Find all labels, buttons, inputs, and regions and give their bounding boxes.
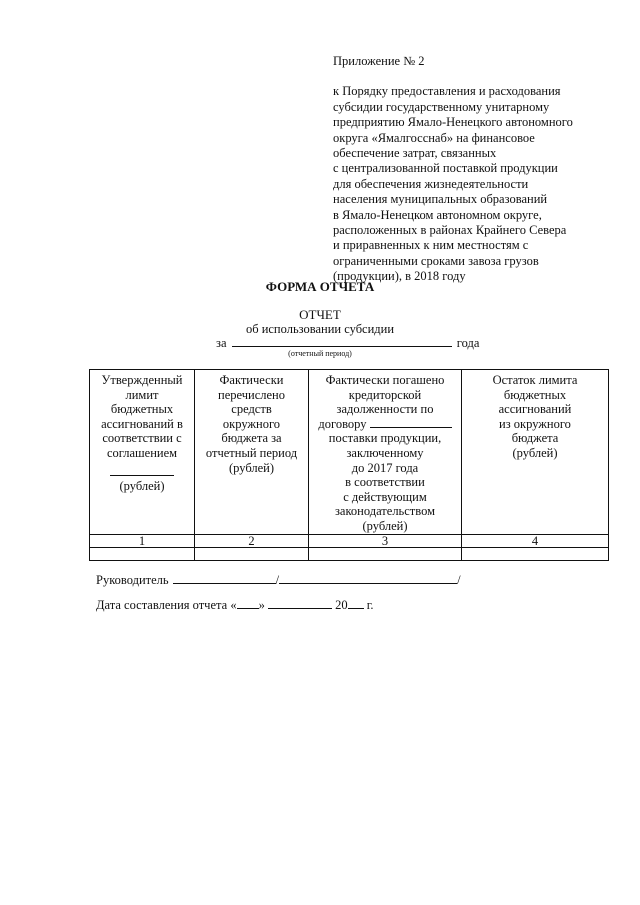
name-field[interactable] (279, 572, 457, 584)
contract-number-blank[interactable] (370, 417, 452, 428)
header-text: окружного (222, 416, 281, 431)
column-number: 2 (195, 534, 309, 547)
appendix-line: в Ямало-Ненецком автономном округе, (333, 207, 542, 222)
header-text: бюджета за (221, 431, 282, 446)
header-text: до 2017 года (351, 460, 419, 475)
date-open-quote: « (230, 598, 237, 612)
report-title: ОТЧЕТ (299, 307, 341, 322)
appendix-line: с централизованной поставкой продукции (333, 161, 558, 176)
period-suffix: года (456, 336, 480, 350)
year-field[interactable] (348, 597, 364, 609)
appendix-line: для обеспечения жизнедеятельности (333, 176, 529, 191)
header-text: Утвержденный (101, 373, 183, 387)
header-text: средств (231, 402, 272, 417)
year-prefix: 20 (335, 598, 348, 612)
header-text: Фактически погашено (325, 373, 445, 387)
period-prefix: за (216, 336, 227, 350)
header-cell-transferred (195, 370, 309, 535)
header-text: поставки продукции, (328, 431, 442, 446)
day-field[interactable] (237, 597, 259, 609)
appendix-heading: Приложение № 2 (333, 54, 425, 68)
header-text: лимит (125, 387, 159, 402)
appendix-line: населения муниципальных образований (333, 192, 548, 207)
header-cell-approved-limit (90, 370, 195, 535)
column-number: 4 (462, 534, 609, 547)
header-text: в соответствии (345, 475, 425, 490)
header-cell-remaining-limit (462, 370, 609, 535)
header-text: соответствии с (102, 431, 182, 446)
appendix-line: обеспечение затрат, связанных (333, 146, 497, 161)
agreement-blank[interactable] (110, 465, 174, 476)
data-cell[interactable] (195, 547, 309, 560)
header-text: Остаток лимита (492, 373, 578, 387)
header-text: соглашением (106, 445, 178, 460)
signature-field[interactable] (173, 572, 276, 584)
signature-end: / (457, 573, 461, 587)
date-close-quote: » (258, 598, 265, 612)
report-subtitle: об использовании субсидии (245, 322, 395, 336)
report-table (89, 369, 609, 561)
signature-separator: / (275, 573, 280, 587)
header-text: заключенному (346, 445, 424, 460)
appendix-line: ограниченными сроками завоза грузов (333, 253, 539, 268)
header-unit: (рублей) (119, 479, 165, 494)
header-text: перечислено (218, 387, 285, 402)
appendix-line: субсидии государственному унитарному (333, 99, 550, 114)
appendix-line: округа «Ямалгосснаб» на финансовое (333, 130, 535, 145)
header-text: ассигнований (498, 402, 572, 417)
data-cell[interactable] (462, 547, 609, 560)
column-number: 1 (90, 534, 195, 547)
header-text: Фактически (219, 373, 284, 387)
header-text: бюджета (511, 431, 559, 446)
header-text: бюджетных (110, 402, 174, 417)
header-text: с действующим (343, 489, 427, 504)
column-number-row (90, 534, 609, 547)
table-header-row (90, 370, 609, 535)
header-text: (рублей) (228, 460, 275, 475)
appendix-line: предприятию Ямало-Ненецкого автономного (333, 115, 573, 130)
header-text: (рублей) (512, 445, 558, 460)
month-field[interactable] (268, 597, 332, 609)
header-text: ассигнований в (101, 416, 183, 431)
data-cell[interactable] (90, 547, 195, 560)
date-suffix: г. (366, 598, 374, 612)
header-text: отчетный период (205, 445, 298, 460)
appendix-line: к Порядку предоставления и расходования (333, 84, 561, 99)
header-text: договору (318, 416, 367, 431)
data-cell[interactable] (309, 547, 462, 560)
date-line (96, 597, 374, 613)
header-text: из окружного (499, 416, 571, 431)
appendix-line: и приравненных к ним местностям с (333, 238, 529, 253)
period-caption: (отчетный период) (288, 349, 352, 358)
signature-label: Руководитель (96, 573, 169, 587)
column-number: 3 (309, 534, 462, 547)
header-cell-repaid-debt (309, 370, 462, 535)
header-text: законодательством (334, 504, 436, 519)
appendix-line: (продукции), в 2018 году (333, 269, 466, 284)
period-field[interactable] (232, 335, 452, 347)
appendix-block (333, 54, 623, 285)
form-title: ФОРМА ОТЧЕТА (265, 279, 375, 294)
header-text: задолженности по (336, 402, 434, 417)
date-label: Дата составления отчета (96, 598, 228, 612)
header-text: бюджетных (503, 387, 567, 402)
appendix-line: расположенных в районах Крайнего Севера (333, 223, 567, 238)
data-row (90, 547, 609, 560)
header-text: кредиторской (348, 387, 422, 402)
header-text: (рублей) (362, 518, 408, 533)
signature-line (96, 572, 461, 588)
